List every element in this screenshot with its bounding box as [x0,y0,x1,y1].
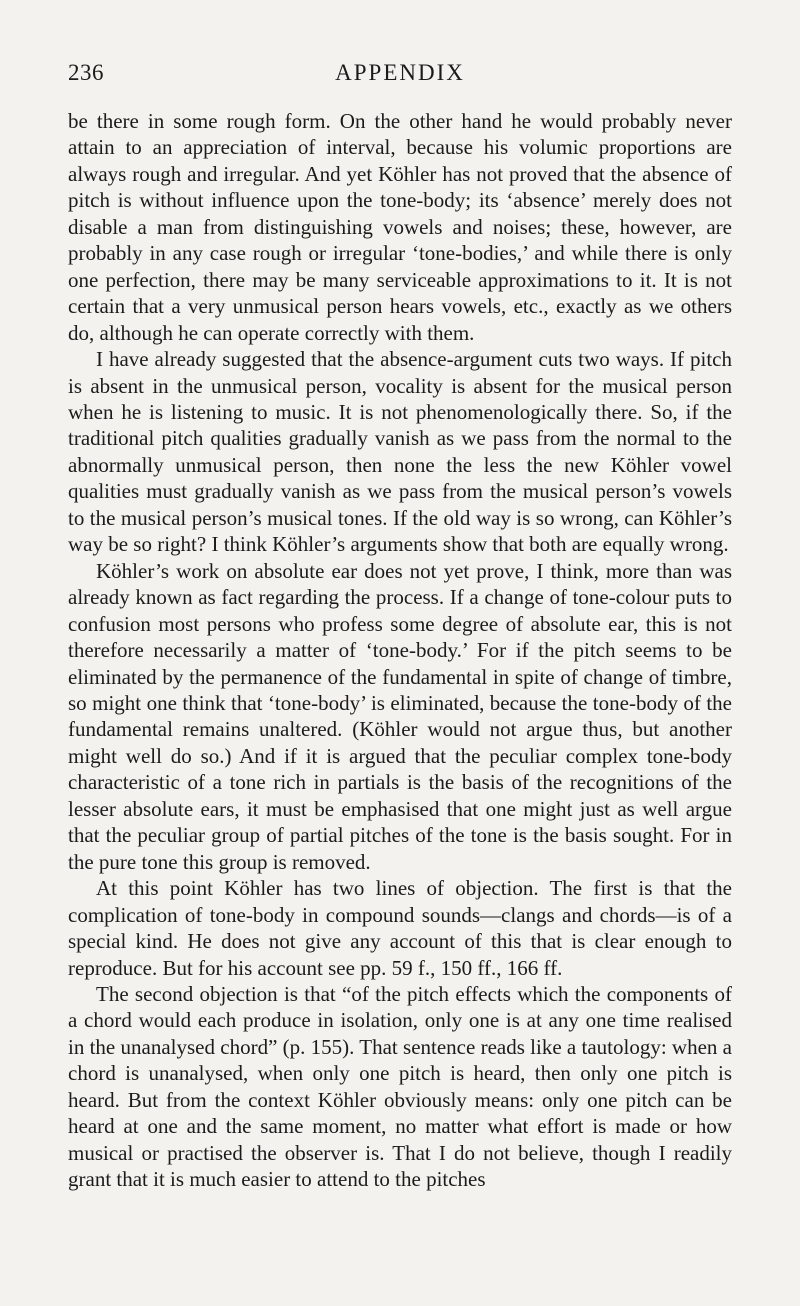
paragraph-2: I have already suggested that the absence-argument cuts two ways. If pitch is absent in the unmusical person, vocality is absent for the musical person when he is listening to music. It is not phenomenologically there. So, if the traditional pitch qualities gradually vanish as we pass from the normal to the abnormally unmusical person, then none the less the new Köhler vowel qualities must gradually vanish as we pass from the musical person’s vowels to the musical person’s musical tones. If the old way is so wrong, can Köhler’s way be so right? I think Köhler’s arguments show that both are equally wrong. [68,347,732,557]
paragraph-3: Köhler’s work on absolute ear does not yet prove, I think, more than was already known as fact regarding the process. If a change of tone-colour puts to confusion most persons who profess some degree of absolute ear, this is not therefore necessarily a matter of ‘tone-body.’ For if the pitch seems to be eliminated by the permanence of the fundamental in spite of change of timbre, so might one think that ‘tone-body’ is eliminated, because the tone-body of the fundamental remains unaltered. (Köhler would not argue thus, but another might well do so.) And if it is argued that the peculiar complex tone-body characteristic of a tone rich in partials is the basis of the recognitions of the lesser absolute ears, it must be emphasised that one might just as well argue that the peculiar group of partial pitches of the tone is the basis sought. For in the pure tone this group is removed. [68,558,732,874]
page-number: 236 [68,60,104,85]
paragraph-5: The second objection is that “of the pitch effects which the components of a chord would each produce in isolation, only one is at any one time realised in the unanalysed chord” (p. 155). That sentence reads like a tautology: when a chord is unanalysed, when only one pitch is heard, then only one pitch is heard. But from the context Köhler obviously means: only one pitch can be heard at one and the same moment, no matter what effort is made or how musical or practised the observer is. That I do not believe, though I readily grant that it is much easier to attend to the pitches [68,981,732,1192]
running-head: APPENDIX [335,60,465,85]
paragraph-1: be there in some rough form. On the other hand he would probably never attain to an appreciation of interval, because his volumic proportions are always rough and irregular. And yet Köhler has not proved that the absence of pitch is without influence upon the tone-body; its ‘absence’ merely does not disable a man from distinguishing vowels and noises; these, however, are probably in any case rough or irregular ‘tone-bodies,’ and while there is only one perfection, there may be many serviceable approximations to it. It is not certain that a very unmusical person hears vowels, etc., exactly as we others do, although he can operate correctly with them. [68,109,732,345]
paragraph-4: At this point Köhler has two lines of objection. The first is that the complication of tone-body in compound sounds—clangs and chords—is of a special kind. He does not give any account of this that is clear enough to reproduce. But for his account see pp. 59 f., 150 ff., 166 ff. [68,876,732,980]
page-header [68,60,732,94]
body-text [68,108,732,1193]
